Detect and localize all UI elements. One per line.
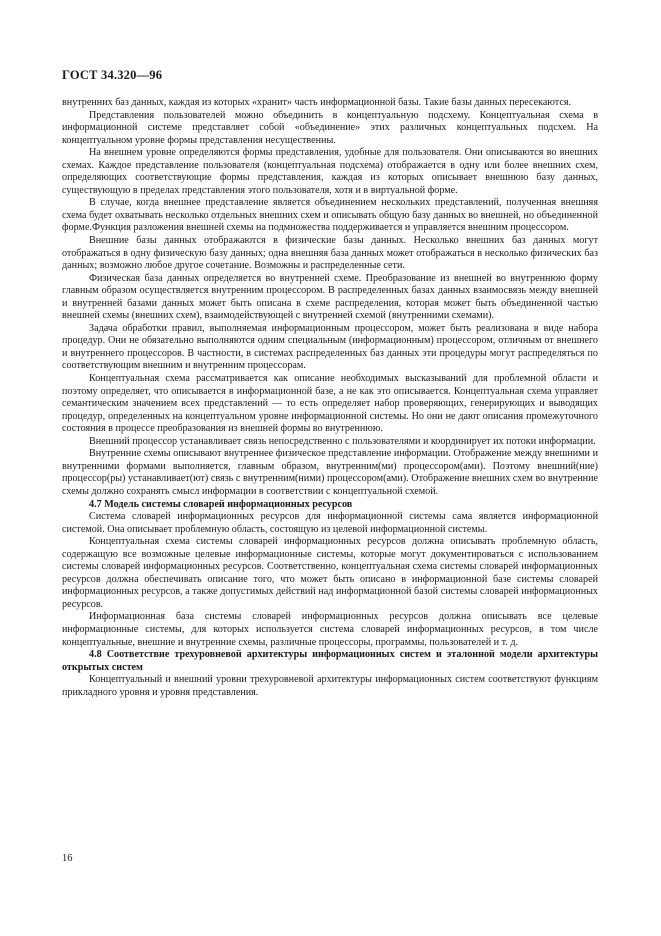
paragraph: Внешний процессор устанавливает связь непосредственно с пользователями и координирует их потоки информации. <box>89 435 596 447</box>
paragraph: Система словарей информационных ресурсов для информационной системы сама является информационной системой. Она описывает проблемную область, состоящую из целевой информационной системы. <box>62 511 598 535</box>
section-heading: 4.7 Модель системы словарей информационных ресурсов <box>89 498 353 510</box>
paragraph: На внешнем уровне определяются формы представления, удобные для пользователя. Они описываются во внешних схемах. Каждое представление пользователя (концептуальная подсхема) отображается в одну или более внешних схем, определяющих соответствующие формы представления, каждая из которых описывает внешнюю базу данных, существующую в пределах представления этого пользователя, хотя и в виртуальной форме. <box>62 147 598 196</box>
paragraph: Представления пользователей можно объединить в концептуальную подсхему. Концептуальная схема в информационной системе представляет собой «объединение» этих различных концептуальных подсхем. На концептуальном уровне формы представления несущественны. <box>62 109 598 146</box>
section-heading: 4.8 Соответствие трехуровневой архитектуры информационных систем и эталонной модели архитектуры открытых систем <box>62 649 598 673</box>
paragraph: Задача обработки правил, выполняемая информационным процессором, может быть реализована в виде набора процедур. Они не обязательно выполняются одним специальным (информационным) процессором, отличным от внешнего и внутреннего процессоров. В частности, в системах распределенных баз данных эти процедуры могут распределяться по соответствующим внешним и внутренним процессорам. <box>62 322 598 372</box>
paragraph: Концептуальная схема рассматривается как описание необходимых высказываний для проблемной области и поэтому определяет, что описывается в информационной базе, а не как это описывается. Концептуальная схема управляет семантическим значением всех представлений — то есть определяет набор проверяющих, генерирующих и выводящих процедур, определенных на концептуальном уровне информационной системы. Но они не дают описания промежуточного состояния в процессе преобразования из внешней формы во внутреннюю. <box>62 373 598 435</box>
paragraph: внутренних баз данных, каждая из которых «хранит» часть информационной базы. Такие базы данных пересекаются. <box>62 97 572 108</box>
paragraph: Концептуальный и внешний уровни трехуровневой архитектуры информационных систем соответствуют функциям прикладного уровня и уровня представления. <box>62 674 598 698</box>
paragraph: Внешние базы данных отображаются в физические базы данных. Несколько внешних баз данных могут отображаться в одну физическую базу данных; одна внешняя база данных может отображаться в несколько физических баз данных; возможно любое другое сочетание. Возможны и распределенные сети. <box>62 235 598 272</box>
page-header: ГОСТ 34.320—96 <box>62 68 163 82</box>
document-body <box>62 97 598 699</box>
paragraph: Физическая база данных определяется во внутренней схеме. Преобразование из внешней во внутреннюю форму главным образом осуществляется внутренним процессором. В распределенных базах данных взаимосвязь между внешней и внутренней базами данных может быть описана в схеме распределения, которая может быть объединенной частью внешней схемы (внешних схем), взаимодействующей с внутренней схемой (внутренними схемами). <box>62 272 598 322</box>
page-number: 16 <box>62 853 73 864</box>
paragraph: В случае, когда внешнее представление является объединением нескольких представлений, полученная внешняя схема будет охватывать несколько отдельных внешних схем и описывать общую базу данных во внешней, но объединенной форме.Функция разложения внешней схемы на подмножества поддерживается и управляется внешним процессором. <box>62 197 598 234</box>
paragraph: Внутренние схемы описывают внутреннее физическое представление информации. Отображение между внешними и внутренними формами выполняется, главным образом, внутренним(ми) процессором(ами). Поэтому внешний(ние) процессор(ры) устанавливает(ют) связь с внутренним(ними) процессором(ами). Отображение внешних схем во внутренние схемы должно сохранять смысл информации в соответствии с концептуальной схемой. <box>62 448 598 497</box>
paragraph: Информационная база системы словарей информационных ресурсов должна описывать все целевые информационные системы, для которых используется система словарей информационных ресурсов, в том числе концептуальные, внешние и внутренние схемы, различные процессоры, программы, пользователей и т. д. <box>62 611 598 648</box>
paragraph: Концептуальная схема системы словарей информационных ресурсов должна описывать проблемную область, содержащую все возможные целевые информационные системы, которые могут документироваться с использованием системы словарей информационных ресурсов. Соответственно, концептуальная схема системы словарей информационных ресурсов должна обеспечивать описание того, что может быть описано в информационной базе системы словарей информационных ресурсов, а также допустимых действий над информационной базой системы словарей информационных ресурсов. <box>62 536 598 610</box>
